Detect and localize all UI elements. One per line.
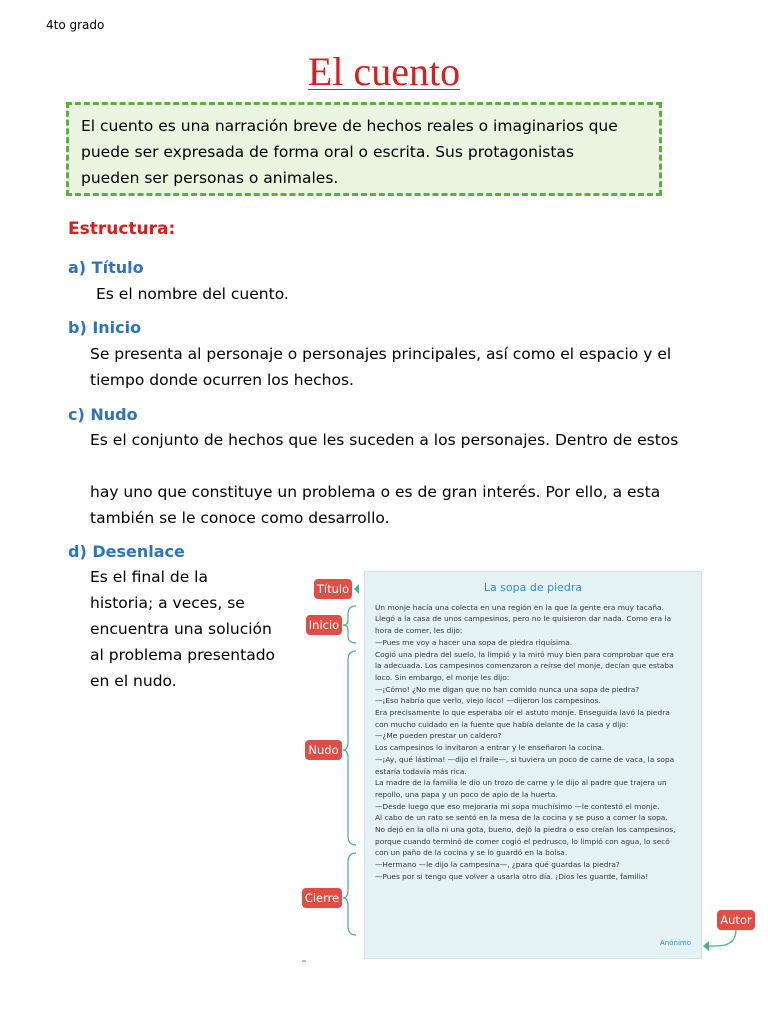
story-line: repollo, una papa y un poco de apio de la huerta. [375, 789, 558, 799]
story-line: con mucho cuidado en la fuente que había delante de la casa y dijo: [375, 719, 629, 729]
story-line: Al cabo de un rato se sentó en la mesa de la cocina y se puso a comer la sopa. [375, 813, 668, 823]
story-text [375, 602, 691, 883]
story-line: estaría todavía más rica. [375, 766, 467, 776]
autor-connector [708, 930, 736, 946]
label-titulo: Título [314, 579, 352, 599]
definition-line: El cuento es una narración breve de hechos reales o imaginarios que [81, 117, 618, 135]
story-line: Los campesinos lo invitaron a entrar y le enseñaron la cocina. [375, 743, 605, 753]
nudo-bracket [343, 651, 356, 845]
story-line: porque cuando terminó de comer cogió el pedrusco, lo limpió con agua, lo secó [375, 836, 670, 846]
story-line: —Hermano —le dijo la campesina—, ¿para qué guardas la piedra? [375, 860, 620, 870]
item-line: Es el nombre del cuento. [96, 285, 289, 303]
item-line: tiempo donde ocurren los hechos. [90, 371, 354, 389]
autor-arrow-icon [703, 941, 709, 951]
story-line: —¡Eso habría que verlo, viejo loco! —dijeron los campesinos. [375, 696, 601, 706]
label-cierre: Cierre [302, 888, 342, 908]
story-title: La sopa de piedra [483, 581, 583, 594]
story-line: —Pues me voy a hacer una sopa de piedra riquísima. [375, 637, 573, 647]
story-line: —¡Cómo! ¿No me digan que no han comido nunca una sopa de piedra? [375, 684, 640, 694]
story-line: Cogió una piedra del suelo, la limpió y la miró muy bien para comprobar que era [375, 649, 674, 659]
item-desenlace-label: d) Desenlace [68, 542, 185, 561]
story-line: loco. Sin embargo, el monje les dijo: [375, 672, 510, 682]
story-line: —Desde luego que eso mejoraría mi sopa muchísimo —le contestó el monje. [375, 801, 660, 811]
story-line: —¿Me pueden prestar un caldero? [375, 731, 502, 741]
label-nudo: Nudo [305, 740, 342, 760]
story-line: —¡Ay, qué lástima! —dijo el fraile—, si tuviera un poco de carne de vaca, la sopa [375, 754, 675, 764]
label-inicio: Inicio [306, 615, 342, 635]
story-line: Era precisamente lo que esperaba oír el astuto monje. Enseguida lavó la piedra [375, 708, 670, 718]
titulo-arrow-icon [354, 584, 359, 594]
inicio-bracket [343, 606, 356, 643]
item-line: al problema presentado [90, 646, 276, 664]
story-line: hora de comer, les dijo: [375, 626, 463, 636]
page-title: El cuento [307, 49, 461, 94]
grade-label: 4to grado [46, 18, 105, 32]
story-line: La madre de la familia le dio un trozo de carne y le dijo al padre que trajera un [375, 778, 667, 788]
structure-heading: Estructura: [68, 219, 176, 239]
item-line: encuentra una solución [90, 620, 272, 638]
story-line: Llegó a la casa de unos campesinos, pero no le quisieron dar nada. Como era la [375, 614, 672, 624]
item-line: historia; a veces, se [90, 594, 245, 612]
definition-line: puede ser expresada de forma oral o escrita. Sus protagonistas [81, 143, 574, 161]
story-line: —Pues por si tengo que volver a usarla otro día. ¡Dios les guarde, familia! [375, 871, 649, 881]
item-titulo-label: a) Título [68, 258, 144, 277]
item-inicio-label: b) Inicio [68, 318, 142, 337]
story-line: la adecuada. Los campesinos comenzaron a reírse del monje, decían que estaba [375, 661, 674, 671]
item-line: hay uno que constituye un problema o es de gran interés. Por ello, a esta [90, 483, 661, 501]
cierre-bracket [343, 853, 356, 935]
item-nudo-label: c) Nudo [68, 405, 138, 424]
item-line: Se presenta al personaje o personajes principales, así como el espacio y el [90, 345, 672, 363]
story-line: No dejó en la olla ni una gota, bueno, dejó la piedra o eso creían los campesinos, [375, 825, 676, 835]
story-panel [364, 571, 702, 959]
story-author: Anónimo [660, 939, 691, 948]
item-line: Es el final de la [90, 568, 208, 586]
item-line: en el nudo. [90, 672, 177, 690]
story-line: con un paño de la cocina y se lo guardó en la bolsa. [375, 848, 568, 858]
item-line: también se le conoce como desarrollo. [90, 509, 390, 527]
story-line: Un monje hacía una colecta en una región en la que la gente era muy tacaña. [375, 602, 664, 612]
definition-line: pueden ser personas o animales. [81, 169, 339, 187]
item-line: Es el conjunto de hechos que les suceden a los personajes. Dentro de estos [90, 431, 679, 449]
label-autor: Autor [717, 910, 755, 930]
